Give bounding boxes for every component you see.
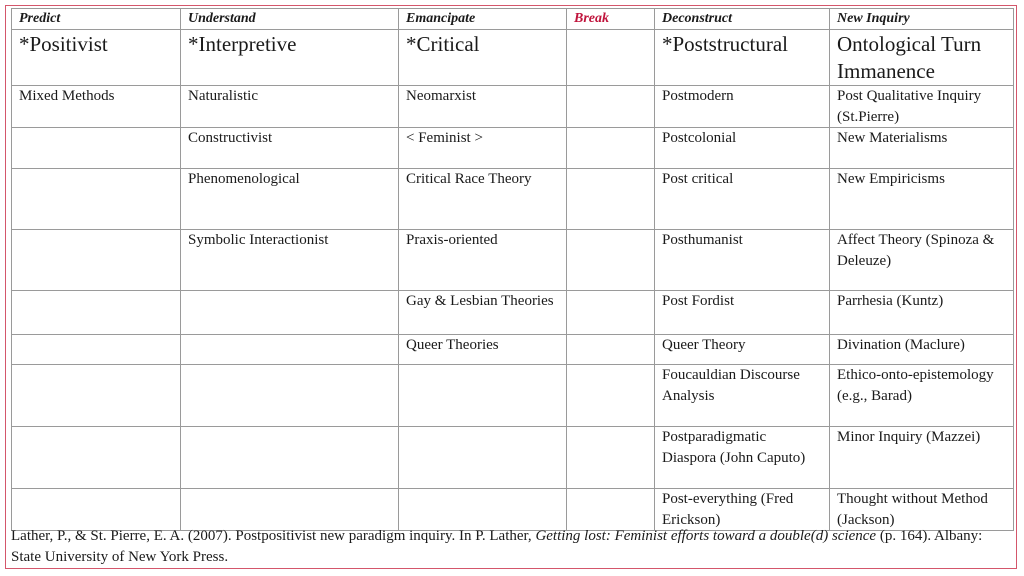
table-cell [12, 427, 181, 489]
subheader-cell: Ontological Turn Immanence [830, 30, 1014, 86]
table-cell: Post Fordist [655, 291, 830, 335]
paradigms-table [11, 8, 1014, 531]
table-cell [12, 128, 181, 169]
table-cell [399, 427, 567, 489]
table-cell [567, 128, 655, 169]
header-emancipate: Emancipate [399, 9, 567, 30]
subheader-cell: *Poststructural [655, 30, 830, 86]
subheader-cell: *Interpretive [181, 30, 399, 86]
table-cell [12, 335, 181, 365]
subheader-cell: *Positivist [12, 30, 181, 86]
table-cell: < Feminist > [399, 128, 567, 169]
table-cell: Praxis-oriented [399, 230, 567, 291]
table-cell [567, 427, 655, 489]
header-predict: Predict [12, 9, 181, 30]
table-cell [181, 427, 399, 489]
table-cell: Posthumanist [655, 230, 830, 291]
table-cell: Postmodern [655, 86, 830, 128]
citation [11, 526, 1016, 567]
table-cell [567, 489, 655, 531]
header-new-inquiry: New Inquiry [830, 9, 1014, 30]
table-cell [567, 335, 655, 365]
table-cell [567, 291, 655, 335]
table-cell: Queer Theory [655, 335, 830, 365]
table-cell [181, 489, 399, 531]
table-cell: New Materialisms [830, 128, 1014, 169]
table-cell [567, 365, 655, 427]
table-cell: Symbolic Interactionist [181, 230, 399, 291]
table-cell [567, 230, 655, 291]
table-cell: Postcolonial [655, 128, 830, 169]
table-cell [181, 335, 399, 365]
table-cell: Minor Inquiry (Mazzei) [830, 427, 1014, 489]
table-cell [567, 169, 655, 230]
subheader-cell [567, 30, 655, 86]
table-cell: Phenomenological [181, 169, 399, 230]
table-cell: Divination (Maclure) [830, 335, 1014, 365]
table-cell [399, 365, 567, 427]
table-cell [12, 169, 181, 230]
header-row [12, 9, 1014, 30]
table-row [12, 335, 1014, 365]
table-cell [12, 489, 181, 531]
table-cell [12, 365, 181, 427]
table-cell: Gay & Lesbian Theories [399, 291, 567, 335]
table-cell [567, 86, 655, 128]
table-cell: Post Qualitative Inquiry (St.Pierre) [830, 86, 1014, 128]
table-row [12, 128, 1014, 169]
table-cell: Post critical [655, 169, 830, 230]
header-understand: Understand [181, 9, 399, 30]
citation-publisher: (p. 164). Albany: State University of New York Press. [11, 528, 983, 565]
table-cell [181, 365, 399, 427]
table-cell: Postparadigmatic Diaspora (John Caputo) [655, 427, 830, 489]
citation-book-title: Getting lost: Feminist efforts toward a double(d) science [535, 528, 877, 544]
table-cell [181, 291, 399, 335]
subheader-row [12, 30, 1014, 86]
table-cell: Post-everything (Fred Erickson) [655, 489, 830, 531]
table-cell: New Empiricisms [830, 169, 1014, 230]
table-cell: Affect Theory (Spinoza & Deleuze) [830, 230, 1014, 291]
citation-authors: Lather, P., & St. Pierre, E. A. (2007). Postpositivist new paradigm inquiry. In P. Lather, [11, 528, 536, 544]
table-cell: Thought without Method (Jackson) [830, 489, 1014, 531]
table-row [12, 291, 1014, 335]
header-break: Break [567, 9, 655, 30]
table-cell: Queer Theories [399, 335, 567, 365]
table-cell [399, 489, 567, 531]
table-row [12, 489, 1014, 531]
table-row [12, 365, 1014, 427]
table-cell: Constructivist [181, 128, 399, 169]
table-row [12, 86, 1014, 128]
table-cell [12, 291, 181, 335]
table-cell: Parrhesia (Kuntz) [830, 291, 1014, 335]
table-cell: Naturalistic [181, 86, 399, 128]
table-row [12, 427, 1014, 489]
subheader-cell: *Critical [399, 30, 567, 86]
table-row [12, 169, 1014, 230]
table-row [12, 230, 1014, 291]
table-cell [12, 230, 181, 291]
table-cell: Ethico-onto-epistemology (e.g., Barad) [830, 365, 1014, 427]
table-cell: Neomarxist [399, 86, 567, 128]
table-cell: Mixed Methods [12, 86, 181, 128]
header-deconstruct: Deconstruct [655, 9, 830, 30]
table-cell: Critical Race Theory [399, 169, 567, 230]
table-cell: Foucauldian Discourse Analysis [655, 365, 830, 427]
